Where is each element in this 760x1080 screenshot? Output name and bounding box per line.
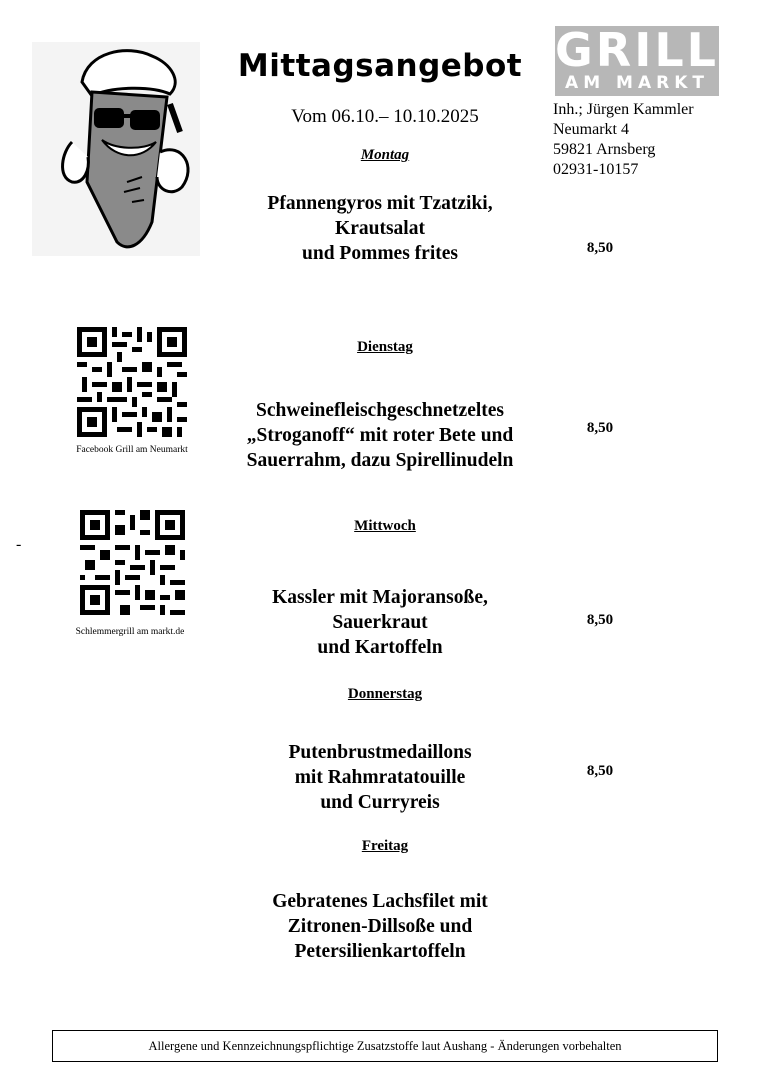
dish-freitag — [200, 889, 560, 964]
logo-line2: AM MARKT — [565, 73, 709, 93]
street-line: Neumarkt 4 — [553, 121, 629, 138]
mascot-illustration — [32, 42, 200, 256]
date-range: Vom 06.10.– 10.10.2025 — [291, 106, 479, 127]
day-label-montag: Montag — [360, 147, 410, 163]
dish-line: mit Rahmratatouille — [294, 767, 466, 788]
day-label-donnerstag: Donnerstag — [347, 686, 423, 702]
qr-code-website[interactable] — [80, 510, 185, 615]
dish-line: Kassler mit Majoransoße, — [272, 587, 488, 608]
dish-line: Sauerrahm, dazu Spirellinudeln — [246, 450, 514, 471]
dish-line: Krautsalat — [335, 218, 425, 239]
price-montag: 8,50 — [586, 240, 614, 256]
footer-note: Allergene und Kennzeichnungspflichtige Zusatzstoffe laut Aushang - Änderungen vorbehalten — [52, 1030, 718, 1062]
qr-caption-website: Schlemmergrill am markt.de — [75, 627, 185, 637]
day-label-freitag: Freitag — [361, 838, 409, 854]
address-block — [553, 100, 694, 180]
price-dienstag: 8,50 — [586, 420, 614, 436]
price-mittwoch: 8,50 — [586, 612, 614, 628]
logo-line1: GRILL — [555, 23, 719, 77]
dish-line: Putenbrustmedaillons — [288, 742, 472, 763]
price-donnerstag: 8,50 — [586, 763, 614, 779]
page-title: Mittagsangebot — [237, 48, 523, 84]
day-label-dienstag: Dienstag — [357, 339, 413, 355]
grill-am-markt-logo — [555, 23, 719, 96]
day-label-mittwoch: Mittwoch — [354, 518, 416, 534]
dish-line: Schweinefleischgeschnetzeltes — [255, 400, 505, 421]
dish-line: Pfannengyros mit Tzatziki, — [267, 193, 493, 214]
dish-line: Sauerkraut — [332, 612, 428, 633]
dish-donnerstag — [200, 740, 560, 815]
qr-caption-facebook: Facebook Grill am Neumarkt — [76, 445, 188, 455]
dish-line: Petersilienkartoffeln — [294, 941, 466, 962]
dish-dienstag — [200, 398, 560, 473]
stray-mark: - — [16, 536, 22, 553]
dish-mittwoch — [200, 585, 560, 660]
dish-line: und Curryreis — [320, 792, 440, 813]
owner-line: Inh.; Jürgen Kammler — [553, 101, 694, 118]
qr-code-facebook[interactable] — [77, 327, 187, 437]
dish-montag — [200, 191, 560, 266]
dish-line: Gebratenes Lachsfilet mit — [272, 891, 488, 912]
dish-line: und Kartoffeln — [317, 637, 443, 658]
dish-line: Zitronen-Dillsoße und — [287, 916, 473, 937]
phone-line: 02931-10157 — [553, 161, 639, 178]
dish-line: und Pommes frites — [302, 243, 458, 264]
city-line: 59821 Arnsberg — [553, 141, 656, 158]
dish-line: „Stroganoff“ mit roter Bete und — [246, 425, 514, 446]
